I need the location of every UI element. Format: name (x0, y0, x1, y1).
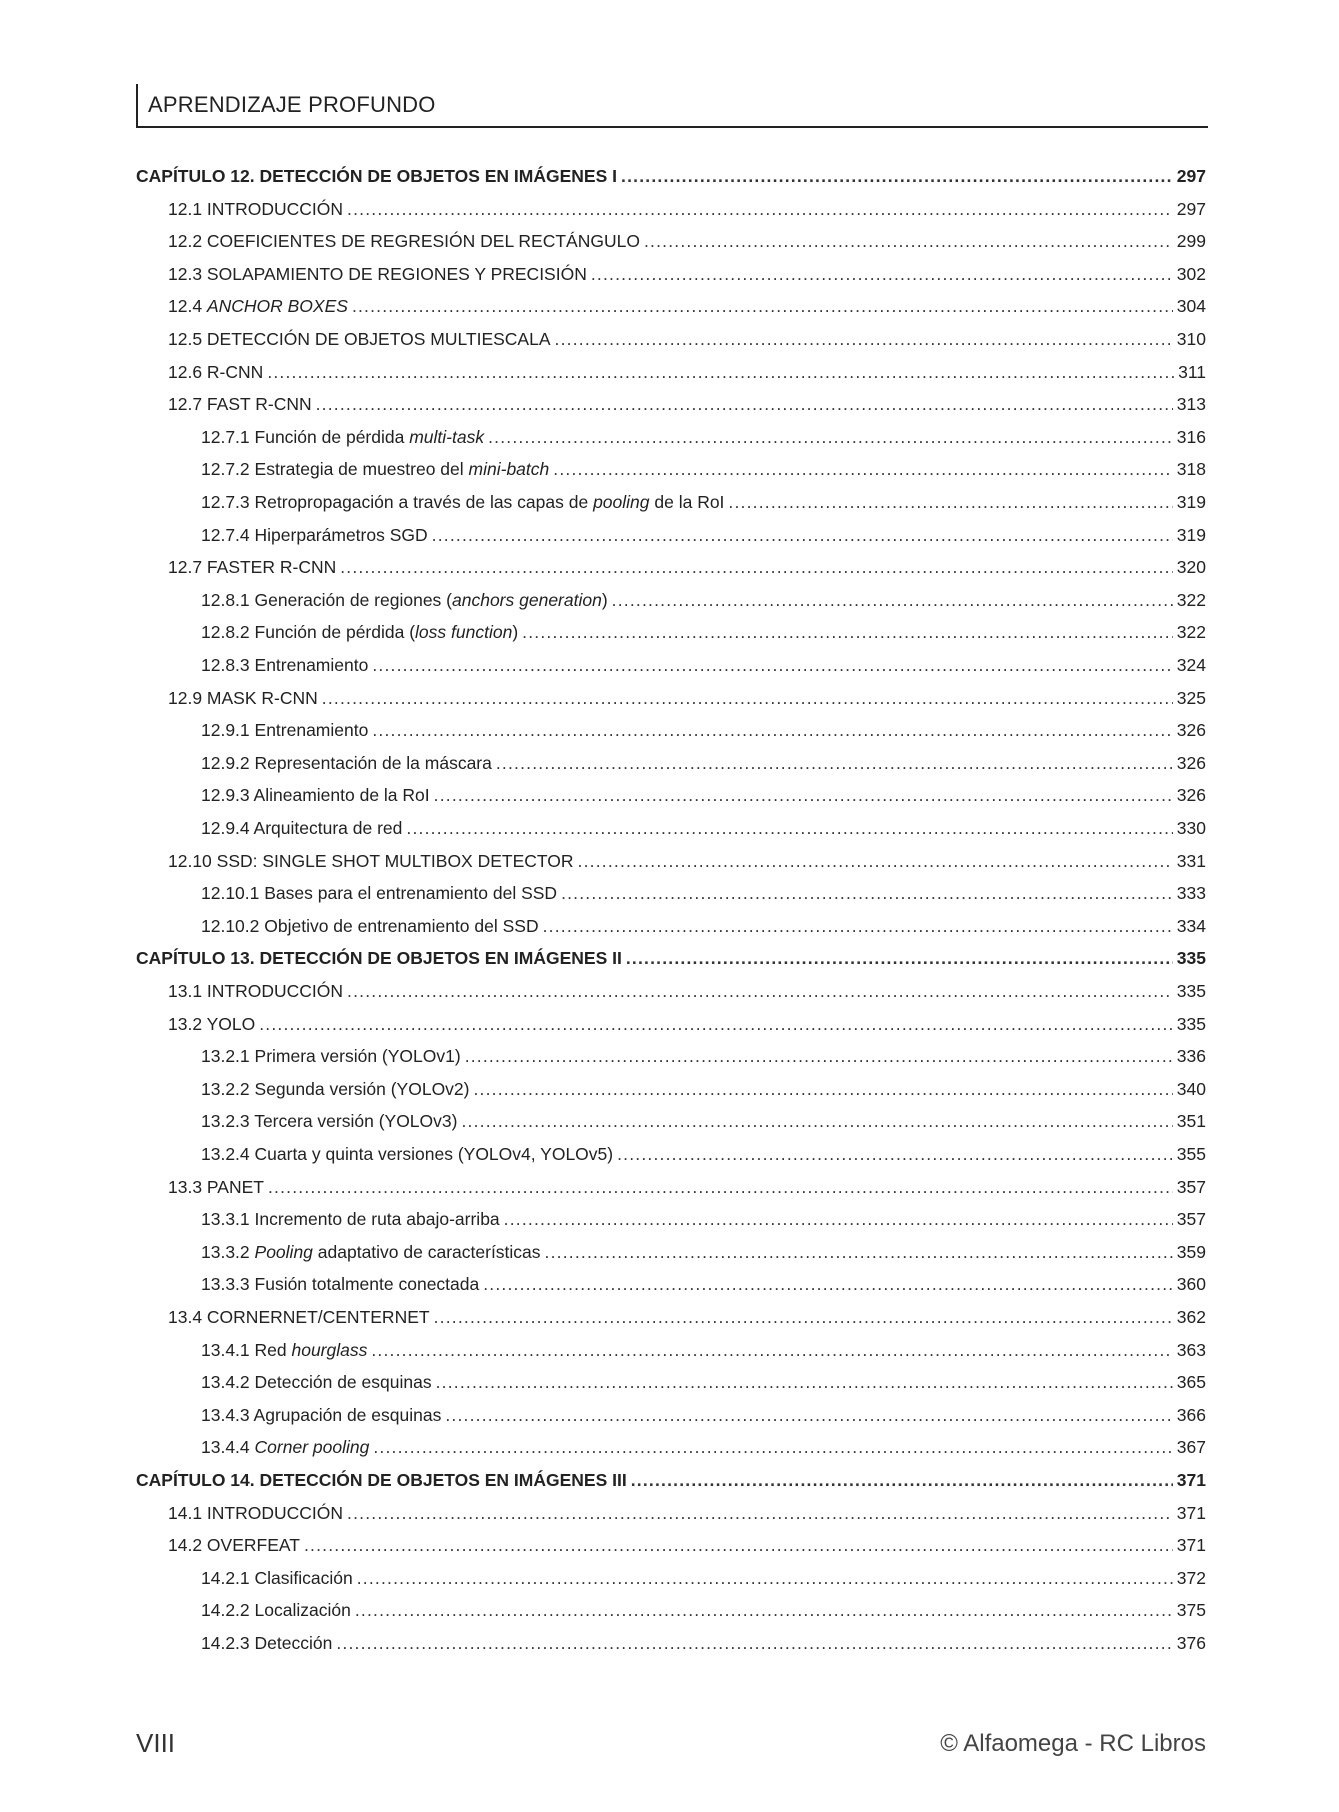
toc-entry-title-part: 12.9.4 Arquitectura de red (201, 818, 403, 838)
toc-entry-title-part: 12.9.2 Representación de la máscara (201, 752, 492, 773)
toc-section-entry (136, 688, 1206, 709)
dot-leader (268, 1177, 1173, 1198)
toc-entry-title-part: 12.7.3 Retropropagación a través de las capas de (201, 492, 594, 512)
toc-entry-title-part: 13.4.3 Agrupación de esquinas (201, 1404, 442, 1425)
toc-page-number: 357 (1176, 1209, 1206, 1230)
toc-entry-title (201, 1633, 336, 1654)
toc-page-number: 334 (1176, 915, 1206, 936)
toc-page-number: 333 (1176, 883, 1206, 904)
toc-page-number: 360 (1176, 1274, 1206, 1295)
toc-page-number: 363 (1176, 1339, 1206, 1360)
dot-leader (436, 1372, 1173, 1393)
toc-entry-title (168, 557, 340, 578)
toc-entry-title (201, 1600, 355, 1621)
toc-entry-title-part: 12.7.2 Estrategia de muestreo del (201, 459, 469, 480)
toc-page-number: 335 (1176, 1013, 1206, 1034)
dot-leader (340, 557, 1173, 578)
toc-entry-title (201, 785, 434, 806)
toc-entry-title-part: 14.1 INTRODUCCIÓN (168, 1502, 344, 1523)
toc-page-number: 367 (1176, 1437, 1206, 1458)
dot-leader (522, 622, 1173, 643)
publisher-credit: © Alfaomega - RC Libros (940, 1730, 1206, 1757)
toc-entry-title (201, 1340, 371, 1361)
toc-entry-title (168, 1177, 268, 1198)
toc-entry-title (201, 1209, 504, 1230)
dot-leader (578, 851, 1173, 872)
toc-entry-title-part: multi-task (409, 426, 485, 447)
toc-entry-title (168, 1014, 259, 1035)
toc-chapter-entry (136, 166, 1206, 187)
toc-entry-title-part: 12.10.1 Bases para el entrenamiento del SSD (201, 883, 558, 904)
toc-entry-title-part: ) (601, 589, 608, 610)
toc-section-entry (136, 1633, 1206, 1654)
toc-entry-title (201, 753, 496, 774)
toc-entry-title-part: loss function (415, 622, 513, 643)
toc-entry-title (201, 916, 543, 937)
toc-entry-title (201, 1372, 436, 1393)
toc-page-number: 326 (1176, 752, 1206, 773)
toc-section-entry (136, 981, 1206, 1002)
toc-entry-title (201, 1242, 545, 1263)
dot-leader (626, 948, 1173, 969)
toc-section-entry (136, 231, 1206, 252)
toc-entry-title (201, 1568, 357, 1589)
toc-page-number: 326 (1176, 785, 1206, 806)
toc-section-entry (136, 1079, 1206, 1100)
toc-section-entry (136, 296, 1206, 317)
toc-page-number: 371 (1176, 1502, 1206, 1523)
toc-page-number: 365 (1176, 1372, 1206, 1393)
toc-page-number: 297 (1176, 166, 1206, 186)
toc-section-entry (136, 525, 1206, 546)
toc-section-entry (136, 1535, 1206, 1556)
toc-entry-title-part: 13.3.2 (201, 1241, 255, 1262)
toc-entry-title-part: Corner pooling (254, 1437, 370, 1458)
toc-entry-title (201, 1274, 483, 1295)
toc-page-number: 336 (1176, 1046, 1206, 1067)
toc-entry-title (201, 492, 728, 513)
toc-section-entry (136, 883, 1206, 904)
dot-leader (474, 1079, 1173, 1100)
toc-entry-title-part: mini-batch (468, 459, 550, 480)
dot-leader (352, 296, 1173, 317)
toc-entry-title-part: 13.2.3 Tercera versión (YOLOv3) (201, 1111, 458, 1132)
toc-page-number: 351 (1176, 1111, 1206, 1132)
toc-page-number: 304 (1176, 296, 1206, 317)
toc-entry-title (201, 1111, 461, 1132)
toc-section-entry (136, 916, 1206, 937)
toc-page-number: 322 (1176, 622, 1206, 643)
dot-leader (483, 1274, 1173, 1295)
toc-entry-title-part: 12.7.1 Función de pérdida (201, 426, 410, 447)
toc-page-number: 299 (1176, 231, 1206, 252)
toc-page-number: 371 (1176, 1470, 1206, 1490)
dot-leader (553, 459, 1173, 480)
dot-leader (728, 492, 1172, 513)
dot-leader (355, 1600, 1173, 1621)
toc-section-entry (136, 1014, 1206, 1035)
toc-page-number: 316 (1176, 426, 1206, 447)
toc-entry-title-part: CAPÍTULO 14. DETECCIÓN DE OBJETOS EN IMÁGENES III (136, 1470, 627, 1490)
toc-page-number: 320 (1176, 557, 1206, 578)
dot-leader (644, 231, 1173, 252)
toc-entry-title (168, 199, 347, 220)
toc-entry-title-part: 12.7 FAST R-CNN (168, 394, 312, 415)
toc-section-entry (136, 1177, 1206, 1198)
toc-entry-title-part: 12.8.1 Generación de regiones ( (201, 589, 452, 610)
toc-section-entry (136, 818, 1206, 839)
toc-page-number: 371 (1176, 1535, 1206, 1556)
toc-section-entry (136, 199, 1206, 220)
dot-leader (432, 525, 1173, 546)
toc-entry-title-part: ANCHOR BOXES (206, 296, 348, 317)
toc-section-entry (136, 1046, 1206, 1067)
toc-entry-title-part: 12.8.2 Función de pérdida ( (201, 622, 416, 643)
toc-entry-title-part: 14.2.1 Clasificación (201, 1567, 353, 1588)
toc-entry-title-part: CAPÍTULO 12. DETECCIÓN DE OBJETOS EN IMÁGENES I (136, 166, 618, 186)
toc-entry-title (201, 1079, 474, 1100)
toc-page-number: 359 (1176, 1241, 1206, 1262)
toc-entry-title-part: 13.3 PANET (168, 1176, 264, 1197)
dot-leader (372, 720, 1172, 741)
dot-leader (591, 264, 1173, 285)
toc-section-entry (136, 1372, 1206, 1393)
toc-entry-title-part: 12.2 COEFICIENTES DE REGRESIÓN DEL RECTÁNGULO (168, 231, 640, 252)
dot-leader (445, 1405, 1172, 1426)
toc-section-entry (136, 590, 1206, 611)
toc-section-entry (136, 394, 1206, 415)
toc-entry-title (168, 1503, 347, 1524)
toc-entry-title-part: 13.3.1 Incremento de ruta abajo-arriba (201, 1209, 500, 1230)
toc-page-number: 326 (1176, 720, 1206, 741)
dot-leader (555, 329, 1173, 350)
toc-section-entry (136, 1274, 1206, 1295)
running-header (136, 84, 1208, 128)
toc-page-number: 366 (1176, 1404, 1206, 1425)
toc-entry-title-part: 14.2.3 Detección (201, 1633, 333, 1653)
toc-entry-title-part: 12.8.3 Entrenamiento (201, 655, 369, 675)
toc-page-number: 355 (1176, 1144, 1206, 1164)
toc-entry-title-part: 12.9.3 Alineamiento de la RoI (201, 785, 430, 806)
toc-page-number: 376 (1176, 1633, 1206, 1653)
toc-entry-title-part: 13.4.1 Red (201, 1339, 292, 1360)
toc-section-entry (136, 1340, 1206, 1361)
toc-page-number: 310 (1176, 329, 1206, 349)
toc-section-entry (136, 720, 1206, 741)
dot-leader (347, 199, 1173, 220)
toc-entry-title (168, 851, 578, 872)
toc-entry-title (201, 525, 432, 546)
toc-page-number: 302 (1176, 263, 1206, 284)
dot-leader (612, 590, 1173, 611)
toc-entry-title-part: 13.1 INTRODUCCIÓN (168, 981, 344, 1001)
toc-entry-title (201, 459, 553, 480)
toc-section-entry (136, 1144, 1206, 1165)
toc-page-number: 325 (1176, 687, 1206, 708)
toc-section-entry (136, 557, 1206, 578)
dot-leader (496, 753, 1173, 774)
toc-section-entry (136, 1503, 1206, 1524)
toc-page-number: 372 (1176, 1567, 1206, 1588)
toc-entry-title (201, 883, 561, 904)
dot-leader (267, 362, 1174, 383)
toc-section-entry (136, 492, 1206, 513)
toc-section-entry (136, 622, 1206, 643)
dot-leader (561, 883, 1173, 904)
toc-section-entry (136, 851, 1206, 872)
toc-entry-title (168, 1535, 304, 1556)
toc-entry-title (201, 818, 406, 839)
toc-page-number: 313 (1176, 394, 1206, 415)
toc-section-entry (136, 1111, 1206, 1132)
toc-page-number: 319 (1176, 524, 1206, 545)
toc-page-number: 335 (1176, 981, 1206, 1001)
toc-entry-title (201, 655, 372, 676)
toc-entry-title-part: 13.2.2 Segunda versión (YOLOv2) (201, 1078, 470, 1099)
dot-leader (631, 1470, 1173, 1491)
toc-entry-title-part: Pooling (254, 1241, 313, 1262)
dot-leader (465, 1046, 1173, 1067)
running-header-title: APRENDIZAJE PROFUNDO (148, 92, 436, 117)
dot-leader (545, 1242, 1173, 1263)
toc-section-entry (136, 655, 1206, 676)
dot-leader (406, 818, 1172, 839)
toc-entry-title-part: 12.4 (168, 296, 207, 317)
toc-entry-title-part: de la RoI (649, 492, 725, 512)
toc-page-number: 322 (1176, 589, 1206, 610)
dot-leader (316, 394, 1173, 415)
toc-entry-title (201, 1437, 373, 1458)
dot-leader (371, 1340, 1172, 1361)
toc-section-entry (136, 264, 1206, 285)
toc-section-entry (136, 1568, 1206, 1589)
page-number: VIII (136, 1728, 176, 1758)
dot-leader (304, 1535, 1173, 1556)
toc-entry-title-part: 12.9.1 Entrenamiento (201, 720, 369, 741)
dot-leader (357, 1568, 1173, 1589)
toc-entry-title-part: pooling (593, 492, 650, 512)
toc-entry-title-part: ) (512, 622, 519, 643)
toc-section-entry (136, 329, 1206, 350)
dot-leader (373, 1437, 1172, 1458)
toc-entry-title-part: 13.2.1 Primera versión (YOLOv1) (201, 1046, 461, 1067)
toc-entry-title (168, 296, 352, 317)
toc-section-entry (136, 427, 1206, 448)
dot-leader (372, 655, 1172, 676)
toc-page-number: 340 (1176, 1078, 1206, 1099)
toc-page-number: 297 (1176, 198, 1206, 219)
toc-entry-title-part: 14.2.2 Localización (201, 1600, 351, 1621)
toc-section-entry (136, 459, 1206, 480)
dot-leader (259, 1014, 1173, 1035)
toc-entry-title (168, 329, 555, 350)
toc-section-entry (136, 753, 1206, 774)
toc-entry-title (201, 427, 488, 448)
toc-entry-title (168, 1307, 434, 1328)
toc-entry-title (168, 394, 316, 415)
toc-entry-title (136, 166, 621, 187)
toc-entry-title (201, 1144, 617, 1165)
toc-entry-title-part: 13.4 CORNERNET/CENTERNET (168, 1307, 430, 1327)
toc-entry-title (168, 231, 644, 252)
toc-page-number: 335 (1176, 948, 1206, 969)
toc-entry-title-part: 12.10 SSD: SINGLE SHOT MULTIBOX DETECTOR (168, 850, 574, 871)
dot-leader (336, 1633, 1172, 1654)
toc-entry-title-part: 13.2 YOLO (168, 1013, 256, 1034)
toc-entry-title-part: 12.7.4 Hiperparámetros SGD (201, 524, 428, 545)
dot-leader (504, 1209, 1173, 1230)
toc-page-number: 319 (1176, 492, 1206, 512)
toc-entry-title (201, 720, 372, 741)
dot-leader (434, 1307, 1173, 1328)
toc-entry-title (201, 1405, 445, 1426)
toc-section-entry (136, 1307, 1206, 1328)
toc-section-entry (136, 1209, 1206, 1230)
toc-entry-title (168, 362, 267, 383)
toc-entry-title-part: 12.9 MASK R-CNN (168, 687, 318, 708)
toc-entry-title (168, 688, 322, 709)
dot-leader (488, 427, 1173, 448)
toc-chapter-entry (136, 948, 1206, 969)
dot-leader (347, 1503, 1173, 1524)
dot-leader (461, 1111, 1172, 1132)
toc-entry-title-part: 13.4.2 Detección de esquinas (201, 1372, 432, 1393)
toc-entry-title (168, 981, 347, 1002)
toc-section-entry (136, 362, 1206, 383)
toc-entry-title (201, 622, 522, 643)
dot-leader (621, 166, 1173, 187)
toc-entry-title (136, 1470, 631, 1491)
toc-page-number: 357 (1176, 1176, 1206, 1197)
toc-entry-title-part: 12.7 FASTER R-CNN (168, 557, 337, 578)
toc-entry-title-part: CAPÍTULO 13. DETECCIÓN DE OBJETOS EN IMÁGENES II (136, 948, 622, 969)
toc-entry-title-part: adaptativo de características (312, 1241, 541, 1262)
toc-entry-title-part: 13.2.4 Cuarta y quinta versiones (YOLOv4, YOLOv5) (201, 1144, 614, 1164)
toc-section-entry (136, 1242, 1206, 1263)
toc-page-number: 331 (1176, 850, 1206, 871)
toc-entry-title-part: anchors generation (452, 589, 602, 610)
dot-leader (347, 981, 1173, 1002)
toc-page-number: 311 (1178, 361, 1206, 382)
toc-entry-title-part: 12.3 SOLAPAMIENTO DE REGIONES Y PRECISIÓN (168, 263, 587, 284)
toc-chapter-entry (136, 1470, 1206, 1491)
toc-page-number: 324 (1176, 655, 1206, 675)
toc-section-entry (136, 785, 1206, 806)
toc-page-number: 318 (1176, 459, 1206, 480)
toc-entry-title (201, 1046, 465, 1067)
toc-entry-title (168, 264, 591, 285)
toc-entry-title (201, 590, 612, 611)
toc-entry-title (136, 948, 626, 969)
toc-page-number: 375 (1176, 1600, 1206, 1621)
dot-leader (322, 688, 1173, 709)
toc-section-entry (136, 1405, 1206, 1426)
toc-page-number: 330 (1176, 818, 1206, 838)
dot-leader (543, 916, 1173, 937)
toc-entry-title-part: 12.10.2 Objetivo de entrenamiento del SSD (201, 915, 539, 936)
toc-entry-title-part: hourglass (291, 1339, 368, 1360)
dot-leader (617, 1144, 1173, 1165)
toc-entry-title-part: 13.4.4 (201, 1437, 255, 1458)
toc-section-entry (136, 1600, 1206, 1621)
dot-leader (434, 785, 1173, 806)
toc-section-entry (136, 1437, 1206, 1458)
toc-entry-title-part: 14.2 OVERFEAT (168, 1535, 300, 1556)
toc-entry-title-part: 12.5 DETECCIÓN DE OBJETOS MULTIESCALA (168, 329, 551, 349)
toc-page-number: 362 (1176, 1307, 1206, 1327)
toc-entry-title-part: 13.3.3 Fusión totalmente conectada (201, 1274, 480, 1295)
toc-entry-title-part: 12.6 R-CNN (168, 361, 264, 382)
toc-entry-title-part: 12.1 INTRODUCCIÓN (168, 198, 344, 219)
